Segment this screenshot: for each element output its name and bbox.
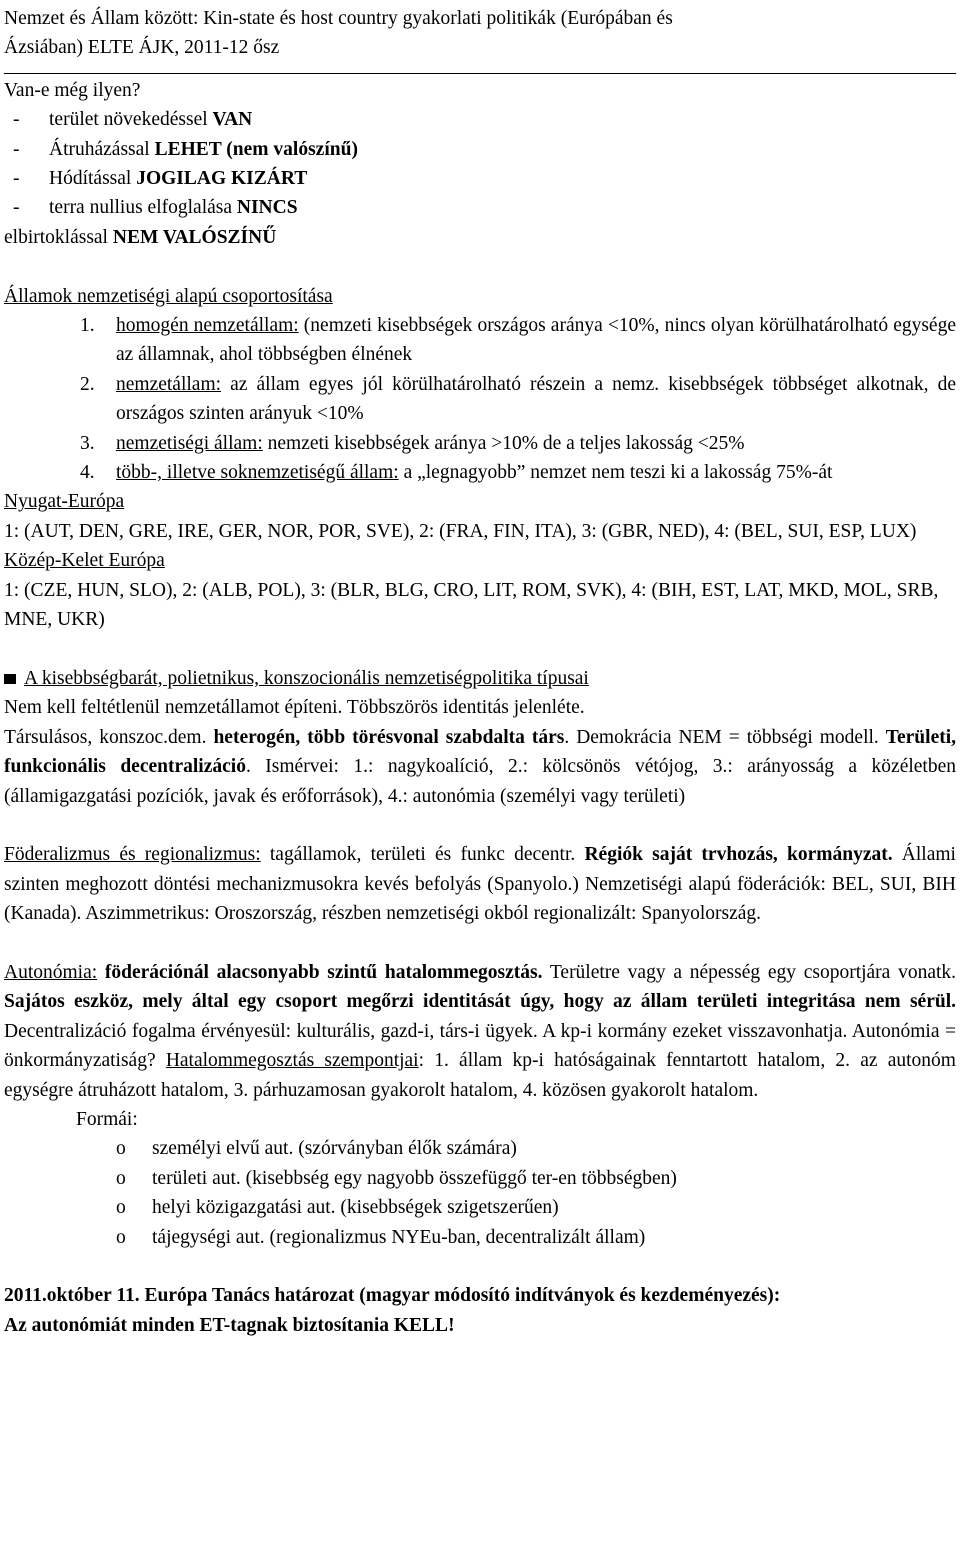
item-text: nemzeti kisebbségek aránya >10% de a teljes lakosság <25% [262, 432, 745, 454]
form-item-4 [4, 1223, 956, 1252]
bullet-marker: o [116, 1138, 126, 1160]
forms-label: Formái: [76, 1108, 138, 1130]
autonomy-bold-d: Sajátos eszköz, mely által egy csoport megőrzi identitását úgy, hogy az állam területi integritása nem sérül. [4, 991, 956, 1013]
dash-marker: - [13, 109, 20, 131]
bullet-marker: o [116, 1167, 126, 1189]
autonomy-paragraph [4, 958, 956, 1105]
dash-bold: NINCS [236, 197, 298, 219]
item-term: nemzetiségi állam: [116, 432, 263, 454]
form-item-3 [4, 1193, 956, 1222]
policy-heading: A kisebbségbarát, polietnikus, konszocionális nemzetiségpolitika típusai [24, 667, 589, 689]
dash-item-1 [4, 105, 956, 134]
policy-heading-line [4, 664, 956, 693]
square-bullet-icon [4, 674, 16, 684]
group-item-1 [4, 311, 956, 370]
autonomy-text-c: Területre vagy a népesség egy csoportjára vonatk. [542, 961, 957, 983]
form-text: tájegységi aut. (regionalizmus NYEu-ban, decentralizált állam) [152, 1226, 646, 1248]
autonomy-text-g: : 1. állam kp-i hatóságainak fenntartott hatalom, 2. az autonóm egységre átruházott hatalom, 3. párhuzamosan gyakorolt hatalom, 4. közösen gyakorolt hatalom. [4, 1050, 956, 1101]
group-item-4 [4, 458, 956, 487]
header-line-2: Ázsiában) ELTE ÁJK, 2011-12 ősz [4, 37, 280, 59]
intro-question: Van-e még ilyen? [4, 79, 141, 101]
autonomy-text-e: Decentralizáció fogalma érvényesül: kulturális, gazd-i, társ-i ügyek. A kp-i kormány ezeket visszavonhatja. Autonómia = önkormányzatiság? [4, 1020, 956, 1072]
item-number: 2. [80, 373, 95, 395]
policy-bold-b: heterogén, több törésvonal szabdalta társ [213, 726, 565, 748]
federalism-term: Föderalizmus és regionalizmus: [4, 844, 261, 866]
dash-text: Átruházással [49, 138, 155, 160]
bullet-marker: o [116, 1226, 126, 1248]
autonomy-bold-b: föderációnál alacsonyabb szintű hatalommegosztás. [104, 961, 543, 983]
dash-marker: - [13, 138, 20, 160]
item-term: homogén nemzetállam: [116, 315, 299, 337]
autonomy-space [97, 962, 105, 983]
dash-bold: LEHET (nem valószínű) [154, 138, 358, 160]
region-cee-text: 1: (CZE, HUN, SLO), 2: (ALB, POL), 3: (BLR, BLG, CRO, LIT, ROM, SVK), 4: (BIH, EST, LAT, MKD, MOL, SRB, MNE, UKR) [4, 579, 939, 631]
dash-bold: JOGILAG KIZÁRT [136, 168, 308, 190]
last-bold: NEM VALÓSZÍNŰ [112, 226, 277, 248]
dash-bold: VAN [212, 109, 253, 131]
document-page [4, 0, 956, 1340]
autonomy-term: Autonómia: [4, 961, 98, 983]
form-text: helyi közigazgatási aut. (kisebbségek szigetszerűen) [152, 1197, 559, 1219]
item-term: több-, illetve soknemzetiségű állam: [116, 462, 399, 484]
header-line-1: Nemzet és Állam között: Kin-state és host country gyakorlati politikák (Európában és [4, 8, 673, 29]
dash-item-4 [4, 193, 956, 222]
federalism-paragraph [4, 840, 956, 928]
item-text: a „legnagyobb” nemzet nem teszi ki a lakosság 75%-át [398, 462, 833, 484]
region-west-text: 1: (AUT, DEN, GRE, IRE, GER, NOR, POR, SVE), 2: (FRA, FIN, ITA), 3: (GBR, NED), 4: (BEL, SUI, ESP, LUX) [4, 520, 917, 542]
dash-item-3 [4, 164, 956, 193]
item-number: 1. [80, 315, 95, 337]
federalism-bold-b: Régiók saját trvhozás, kormányzat. [584, 844, 893, 866]
policy-text-a: Társulásos, konszoc.dem. [4, 726, 214, 748]
footer-line-2: Az autonómiát minden ET-tagnak biztosítania KELL! [4, 1314, 455, 1336]
form-item-2 [4, 1164, 956, 1193]
item-number: 4. [80, 462, 95, 484]
groups-heading: Államok nemzetiségi alapú csoportosítása [4, 285, 333, 307]
policy-bold-d: Területi, funkcionális decentralizáció [4, 726, 957, 778]
form-text: területi aut. (kisebbség egy nagyobb összefüggő ter-en többségben) [152, 1167, 677, 1189]
policy-paragraph [4, 723, 956, 811]
item-text: az állam egyes jól körülhatárolható részein a nemz. kisebbségek többséget alkotnak, de országos szinten arányuk <10% [116, 373, 956, 425]
intro-last-line [4, 223, 956, 252]
dash-item-2 [4, 135, 956, 164]
form-text: személyi elvű aut. (szórványban élők számára) [152, 1138, 517, 1160]
dash-text: Hódítással [49, 168, 137, 190]
autonomy-underline-f: Hatalommegosztás szempontjai [165, 1050, 419, 1072]
dash-marker: - [13, 197, 20, 219]
last-text: elbirtoklással [4, 226, 113, 248]
item-number: 3. [80, 432, 95, 454]
policy-text-c: . Demokrácia NEM = többségi modell. [564, 726, 886, 748]
document-header [4, 0, 956, 74]
dash-text: terület növekedéssel [49, 109, 213, 131]
dash-marker: - [13, 168, 20, 190]
policy-text-e: . Ismérvei: 1.: nagykoalíció, 2.: kölcsönös vétójog, 3.: arányosság a közéletben (államigazgatási pozíciók, javak és erőforrások), 4.: autonómia (személyi vagy területi) [4, 756, 956, 807]
item-text: (nemzeti kisebbségek országos aránya <10%, nincs olyan körülhatárolható egysége az államnak, ahol többségben élnének [116, 315, 956, 366]
federalism-text-a: tagállamok, területi és funkc decentr. [260, 844, 585, 866]
policy-line-1: Nem kell feltétlenül nemzetállamot építeni. Többszörös identitás jelenléte. [4, 697, 585, 719]
item-term: nemzetállam: [116, 373, 222, 395]
group-item-2 [4, 370, 956, 429]
bullet-marker: o [116, 1197, 126, 1219]
federalism-text-c: Állami szinten meghozott döntési mechanizmusokra kevés befolyás (Spanyolo.) Nemzetiségi alapú föderációk: BEL, SUI, BIH (Kanada). Aszimmetrikus: Oroszország, részben nemzetiségi okból regionalizált: Spanyolország. [4, 844, 956, 925]
group-item-3 [4, 429, 956, 458]
footer-line-1: 2011.október 11. Európa Tanács határozat (magyar módosító indítványok és kezdeményezés): [4, 1285, 781, 1307]
region-west-heading: Nyugat-Európa [4, 491, 125, 513]
dash-text: terra nullius elfoglalása [49, 197, 237, 219]
region-cee-heading: Közép-Kelet Európa [4, 550, 165, 572]
form-item-1 [4, 1134, 956, 1163]
